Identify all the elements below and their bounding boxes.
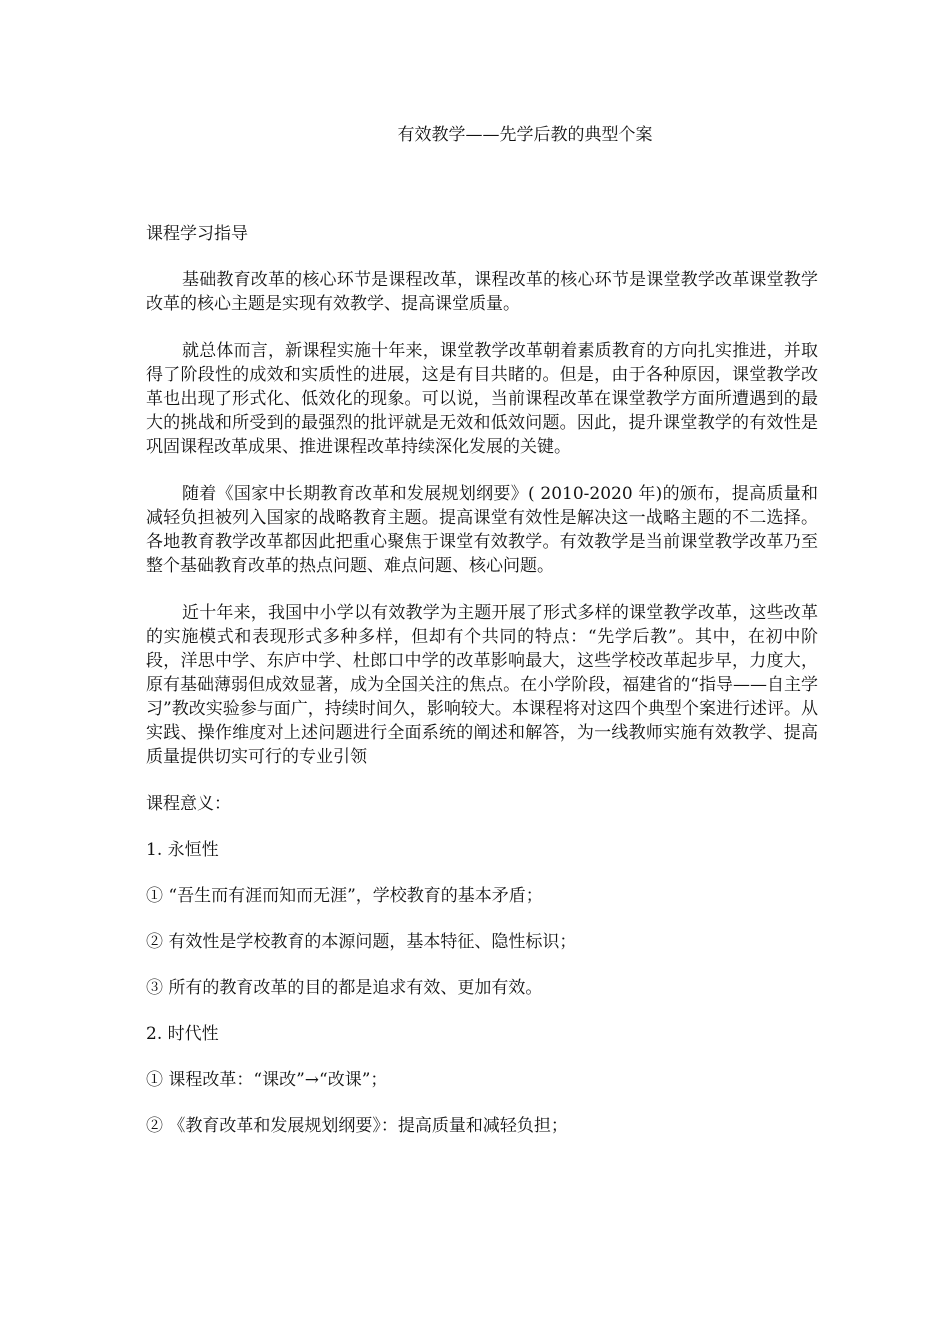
section-2-item-2: ② 《教育改革和发展规划纲要》：提高质量和减轻负担；	[146, 1116, 568, 1136]
section-2-item-1: ① 课程改革：“课改”→“改课”；	[146, 1070, 388, 1090]
section-1-item-3: ③ 所有的教育改革的目的都是追求有效、更加有效。	[146, 978, 543, 998]
section-2-label: 2. 时代性	[146, 1024, 219, 1044]
document-body	[146, 222, 818, 1160]
paragraph-1: 基础教育改革的核心环节是课程改革，课程改革的核心环节是课堂教学改革课堂教学改革的核心主题是实现有效教学、提高课堂质量。	[146, 270, 818, 314]
paragraph-3: 随着《国家中长期教育改革和发展规划纲要》( 2010-2020 年)的颁布，提高质量和减轻负担被列入国家的战略教育主题。提高课堂有效性是解决这一战略主题的不二选择。各地教育教学改革都因此把重心聚焦于课堂有效教学。有效教学是当前课堂教学改革乃至整个基础教育改革的热点问题、难点问题、核心问题。	[146, 484, 818, 576]
paragraph-4: 近十年来，我国中小学以有效教学为主题开展了形式多样的课堂教学改革，这些改革的实施模式和表现形式多种多样，但却有个共同的特点：“先学后教”。其中，在初中阶段，洋思中学、东庐中学、杜郎口中学的改革影响最大，这些学校改革起步早，力度大，原有基础薄弱但成效显著，成为全国关注的焦点。在小学阶段，福建省的“指导——自主学习”教改实验参与面广，持续时间久，影响较大。本课程将对这四个典型个案进行述评。从实践、操作维度对上述问题进行全面系统的阐述和解答，为一线教师实施有效教学、提高质量提供切实可行的专业引领	[146, 603, 818, 767]
section-1-item-1: ① “吾生而有涯而知而无涯”，学校教育的基本矛盾；	[146, 886, 543, 906]
paragraph-2: 就总体而言，新课程实施十年来，课堂教学改革朝着素质教育的方向扎实推进，并取得了阶段性的成效和实质性的进展，这是有目共睹的。但是，由于各种原因，课堂教学改革也出现了形式化、低效化的现象。可以说，当前课程改革在课堂教学方面所遭遇到的最大的挑战和所受到的最强烈的批评就是无效和低效问题。因此，提升课堂教学的有效性是巩固课程改革成果、推进课程改革持续深化发展的关键。	[146, 341, 818, 457]
section-1-item-2: ② 有效性是学校教育的本源问题，基本特征、隐性标识；	[146, 932, 577, 952]
significance-heading: 课程意义：	[146, 794, 231, 814]
section-1-label: 1. 永恒性	[146, 840, 219, 860]
document-title: 有效教学——先学后教的典型个案	[397, 125, 653, 145]
section-heading: 课程学习指导	[146, 224, 248, 244]
